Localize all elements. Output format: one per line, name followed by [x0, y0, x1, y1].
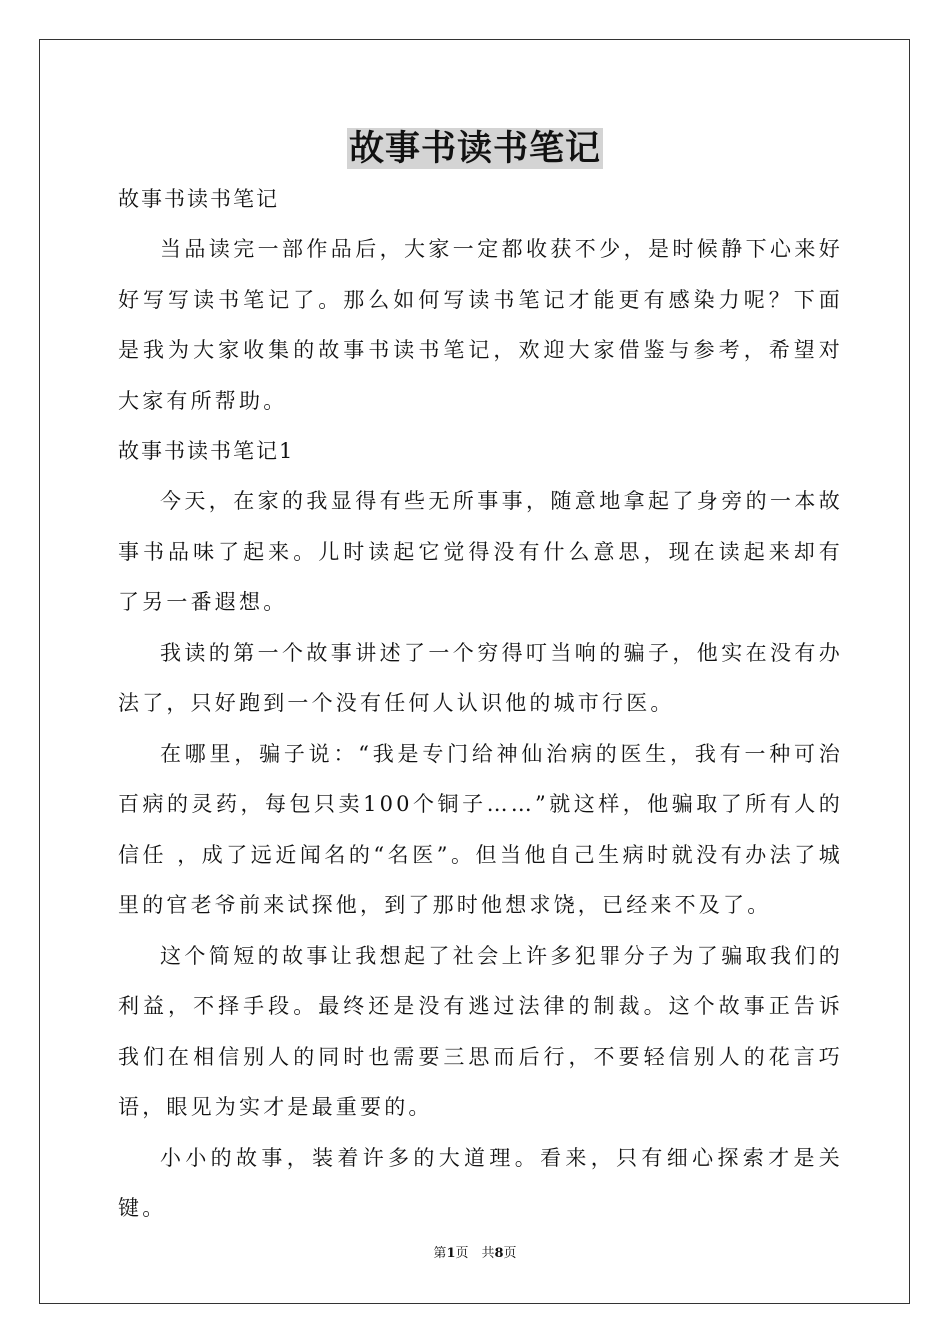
document-title-text: 故事书读书笔记 — [348, 128, 601, 169]
paragraph: 我读的第一个故事讲述了一个穷得叮当响的骗子，他实在没有办法了，只好跑到一个没有任何人认识他的城市行医。 — [118, 640, 843, 715]
paragraph: 在哪里，骗子说：“我是专门给神仙治病的医生，我有一种可治百病的灵药，每包只卖100个铜子……”就这样，他骗取了所有人的信任 ，成了远近闻名的“名医”。但当他自己生病时就没有办法了城里的官老爷前来试探他，到了那时他想求饶，已经来不及了。 — [118, 741, 843, 917]
page-suffix: 页 — [503, 1246, 517, 1261]
document-subtitle: 故事书读书笔记 — [118, 187, 279, 211]
page-prefix: 第 — [433, 1246, 447, 1261]
document-title — [0, 126, 950, 172]
intro-paragraph: 当品读完一部作品后，大家一定都收获不少，是时候静下心来好好写写读书笔记了。那么如何写读书笔记才能更有感染力呢？下面是我为大家收集的故事书读书笔记，欢迎大家借鉴与参考，希望对大家有所帮助。 — [118, 237, 843, 413]
page-mid: 页 共 — [455, 1246, 495, 1261]
page-footer — [0, 1245, 950, 1263]
page-total: 8 — [494, 1246, 504, 1261]
document-body — [118, 174, 843, 1234]
section-heading-1: 故事书读书笔记1 — [118, 439, 295, 463]
paragraph: 这个简短的故事让我想起了社会上许多犯罪分子为了骗取我们的利益，不择手段。最终还是没有逃过法律的制裁。这个故事正告诉我们在相信别人的同时也需要三思而后行，不要轻信别人的花言巧语，眼见为实才是最重要的。 — [118, 943, 843, 1119]
paragraph: 今天，在家的我显得有些无所事事，随意地拿起了身旁的一本故事书品味了起来。儿时读起它觉得没有什么意思，现在读起来却有了另一番遐想。 — [118, 489, 843, 614]
page-current: 1 — [446, 1246, 456, 1261]
paragraph: 小小的故事，装着许多的大道理。看来，只有细心探索才是关键。 — [118, 1145, 843, 1220]
